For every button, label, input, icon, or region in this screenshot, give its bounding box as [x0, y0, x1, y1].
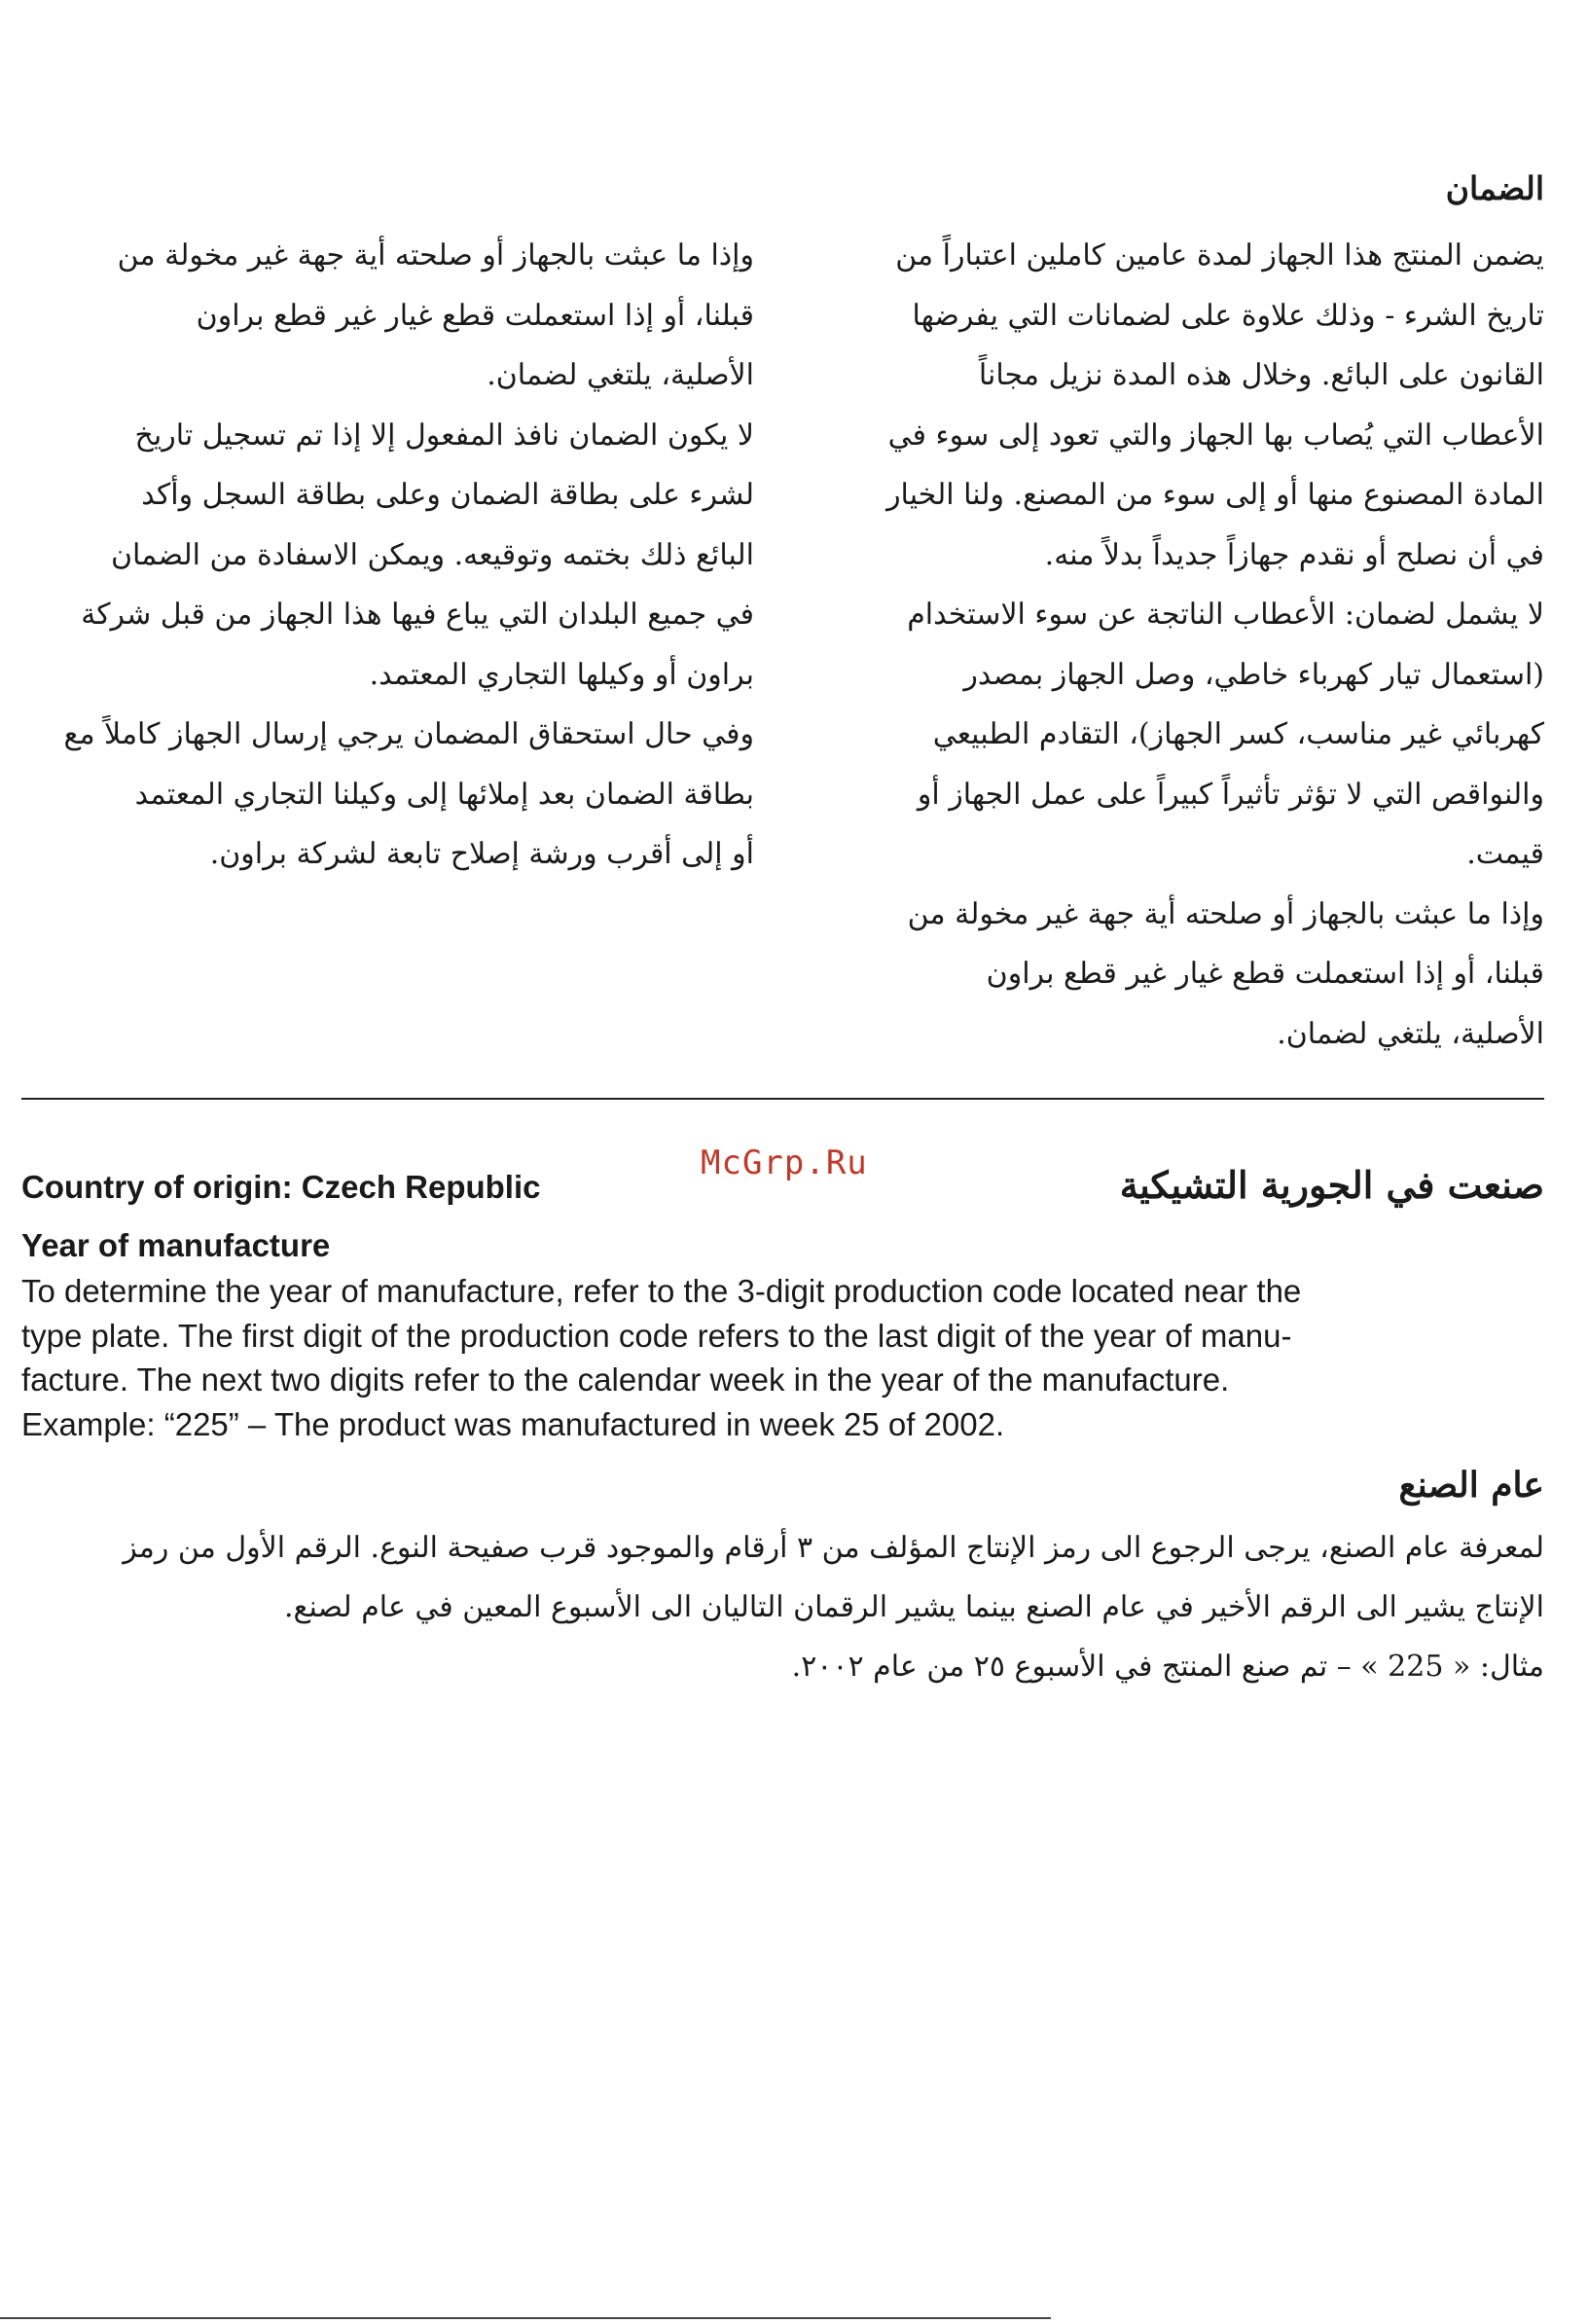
text-line: في جميع البلدان التي يباع فيها هذا الجهاز من قبل شركة [81, 598, 754, 632]
text-line: الإنتاج يشير الى الرقم الأخير في عام الصنع بينما يشير الرقمان التاليان الى الأسبوع المعين في عام لصنع. [283, 1590, 1544, 1624]
year-body-ar [26, 1518, 1544, 1696]
section-divider [21, 1098, 1544, 1100]
warranty-column-left [15, 226, 754, 885]
text-line: بطاقة الضمان بعد إملائها إلى وكيلنا التجاري المعتمد [134, 777, 754, 812]
text-line: أو إلى أقرب ورشة إصلاح تابعة لشركة براون. [209, 837, 754, 871]
text-line: قبلنا، أو إذا استعملت قطع غيار غير قطع براون [986, 957, 1544, 991]
text-line: مثال: « 225 » – تم صنع المنتج في الأسبوع ٢٥ من عام ٢٠٠٢. [791, 1650, 1544, 1684]
warranty-column-right [824, 226, 1544, 1064]
text-line: وإذا ما عبثت بالجهاز أو صلحته أية جهة غير مخولة من [907, 896, 1544, 931]
text-line: Example: “225” – The product was manufactured in week 25 of 2002. [21, 1405, 1005, 1442]
text-line: البائع ذلك بختمه وتوقيعه. ويمكن الاسفادة من الضمان [110, 537, 754, 572]
year-body-en [21, 1269, 1544, 1446]
year-heading-ar: عام الصنع [1398, 1465, 1544, 1506]
year-heading-en: Year of manufacture [21, 1227, 331, 1263]
country-of-origin-en: Country of origin: Czech Republic [21, 1169, 541, 1205]
text-line: الأصلية، يلتغي لضمان. [1277, 1016, 1544, 1051]
text-line: To determine the year of manufacture, refer to the 3-digit production code located near the [21, 1273, 1302, 1309]
text-line: والنواقص التي لا تؤثر تأثيراً كبيراً على عمل الجهاز أو [917, 777, 1544, 812]
text-line: وفي حال استحقاق المضمان يرجي إرسال الجهاز كاملاً مع [63, 717, 754, 751]
text-line: القانون على البائع. وخلال هذه المدة نزيل مجاناً [978, 358, 1544, 392]
text-line: تاريخ الشرء - وذلك علاوة على لضمانات التي يفرضها [912, 298, 1544, 333]
text-line: لشرء على بطاقة الضمان وعلى بطاقة السجل وأكد [141, 478, 754, 512]
text-line: الأصلية، يلتغي لضمان. [487, 358, 754, 392]
watermark: McGrp.Ru [701, 1144, 868, 1182]
country-of-origin-ar: صنعت في الجورية التشيكية [1119, 1163, 1544, 1207]
text-line: يضمن المنتج هذا الجهاز لمدة عامين كاملين اعتباراً من [895, 238, 1544, 272]
text-line: وإذا ما عبثت بالجهاز أو صلحته أية جهة غير مخولة من [117, 238, 754, 272]
text-line: قيمت. [1466, 837, 1544, 871]
text-line: type plate. The first digit of the production code refers to the last digit of the year of manu- [21, 1317, 1292, 1354]
text-line: قبلنا، أو إذا استعملت قطع غيار غير قطع براون [196, 298, 754, 333]
year-of-manufacture-en [21, 1226, 1544, 1446]
text-line: (استعمال تيار كهرباء خاطي، وصل الجهاز بمصدر [963, 657, 1544, 692]
text-line: كهربائي غير مناسب، كسر الجهاز)، التقادم الطبيعي [932, 717, 1544, 751]
text-line: المادة المصنوع منها أو إلى سوء من المصنع. ولنا الخيار [886, 478, 1544, 512]
text-line: facture. The next two digits refer to the calendar week in the year of the manufacture. [21, 1362, 1230, 1398]
text-line: لا يشمل لضمان: الأعطاب الناتجة عن سوء الاستخدام [907, 598, 1544, 632]
text-line: الأعطاب التي يُصاب بها الجهاز والتي تعود إلى سوء في [887, 418, 1544, 453]
footer-rule [0, 2317, 1051, 2319]
text-line: في أن نصلح أو نقدم جهازاً جديداً بدلاً منه. [1044, 537, 1544, 572]
warranty-heading: الضمان [1445, 169, 1544, 207]
text-line: لمعرفة عام الصنع، يرجى الرجوع الى رمز الإنتاج المؤلف من ٣ أرقام والموجود قرب صفيحة النوع. الرقم الأول من رمز [123, 1531, 1544, 1565]
text-line: لا يكون الضمان نافذ المفعول إلا إذا تم تسجيل تاريخ [134, 418, 754, 453]
text-line: براون أو وكيلها التجاري المعتمد. [369, 657, 754, 692]
